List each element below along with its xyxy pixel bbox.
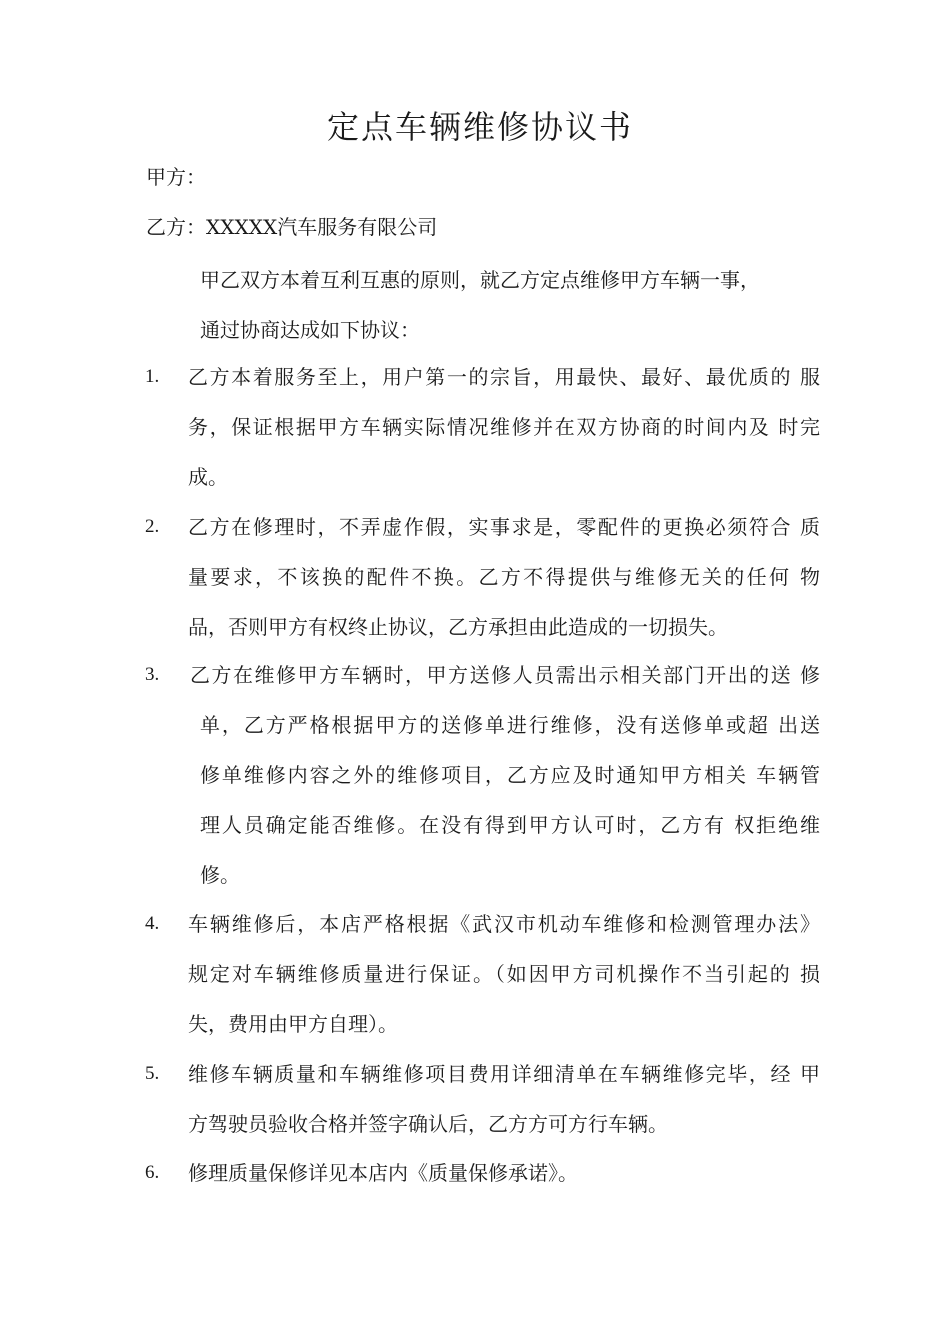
document-title: 定点车辆维修协议书 — [326, 108, 633, 146]
intro-paragraph — [200, 255, 830, 355]
intro-line: 通过协商达成如下协议： — [200, 318, 420, 342]
intro-line: 甲乙双方本着互利互惠的原则，就乙方定点维修甲方车辆一事， — [200, 268, 760, 292]
clause-line: 车辆维修后，本店严格根据《武汉市机动车维修和检测管理办法》 — [188, 912, 820, 936]
clause-line: 失，费用由甲方自理）。 — [188, 1012, 398, 1036]
clause-number: 5. — [145, 1063, 160, 1084]
clause-text — [188, 650, 820, 900]
clause-number: 2. — [145, 516, 160, 537]
clause-line: 成。 — [188, 465, 228, 489]
clause-line: 量要求，不该换的配件不换。乙方不得提供与维修无关的任何 物 — [188, 565, 820, 589]
party-b-label: 乙方：XXXXX汽车服务有限公司 — [146, 215, 438, 239]
clause-line: 维修车辆质量和车辆维修项目费用详细清单在车辆维修完毕，经 甲 — [188, 1062, 820, 1086]
clause-text — [188, 352, 820, 502]
clause-number: 3. — [145, 664, 160, 685]
clause-line: 务，保证根据甲方车辆实际情况维修并在双方协商的时间内及 时完 — [188, 415, 820, 439]
clause-text — [188, 1049, 820, 1149]
clause-number: 6. — [145, 1162, 160, 1183]
clause-line: 修。 — [200, 863, 240, 887]
clause-text — [188, 1148, 820, 1198]
clause-line: 修理质量保修详见本店内《质量保修承诺》。 — [188, 1161, 578, 1185]
clause-line: 乙方在修理时，不弄虚作假，实事求是，零配件的更换必须符合 质 — [188, 515, 820, 539]
clause-line: 理人员确定能否维修。在没有得到甲方认可时，乙方有 权拒绝维 — [200, 813, 820, 837]
party-a-label: 甲方： — [146, 165, 206, 189]
clause-line: 乙方本着服务至上，用户第一的宗旨，用最快、最好、最优质的 服 — [188, 365, 820, 389]
clause-line: 修单维修内容之外的维修项目，乙方应及时通知甲方相关 车辆管 — [200, 763, 820, 787]
clause-line: 规定对车辆维修质量进行保证。（如因甲方司机操作不当引起的 损 — [188, 962, 820, 986]
clause-line: 方驾驶员验收合格并签字确认后，乙方方可方行车辆。 — [188, 1112, 668, 1136]
clause-number: 4. — [145, 913, 160, 934]
clause-line: 单，乙方严格根据甲方的送修单进行维修，没有送修单或超 出送 — [200, 713, 820, 737]
clause-line: 品，否则甲方有权终止协议，乙方承担由此造成的一切损失。 — [188, 615, 728, 639]
clause-number: 1. — [145, 366, 160, 387]
clause-text — [188, 899, 820, 1049]
clause-text — [188, 502, 820, 652]
clause-line: 乙方在维修甲方车辆时，甲方送修人员需出示相关部门开出的送 修 — [190, 663, 820, 687]
